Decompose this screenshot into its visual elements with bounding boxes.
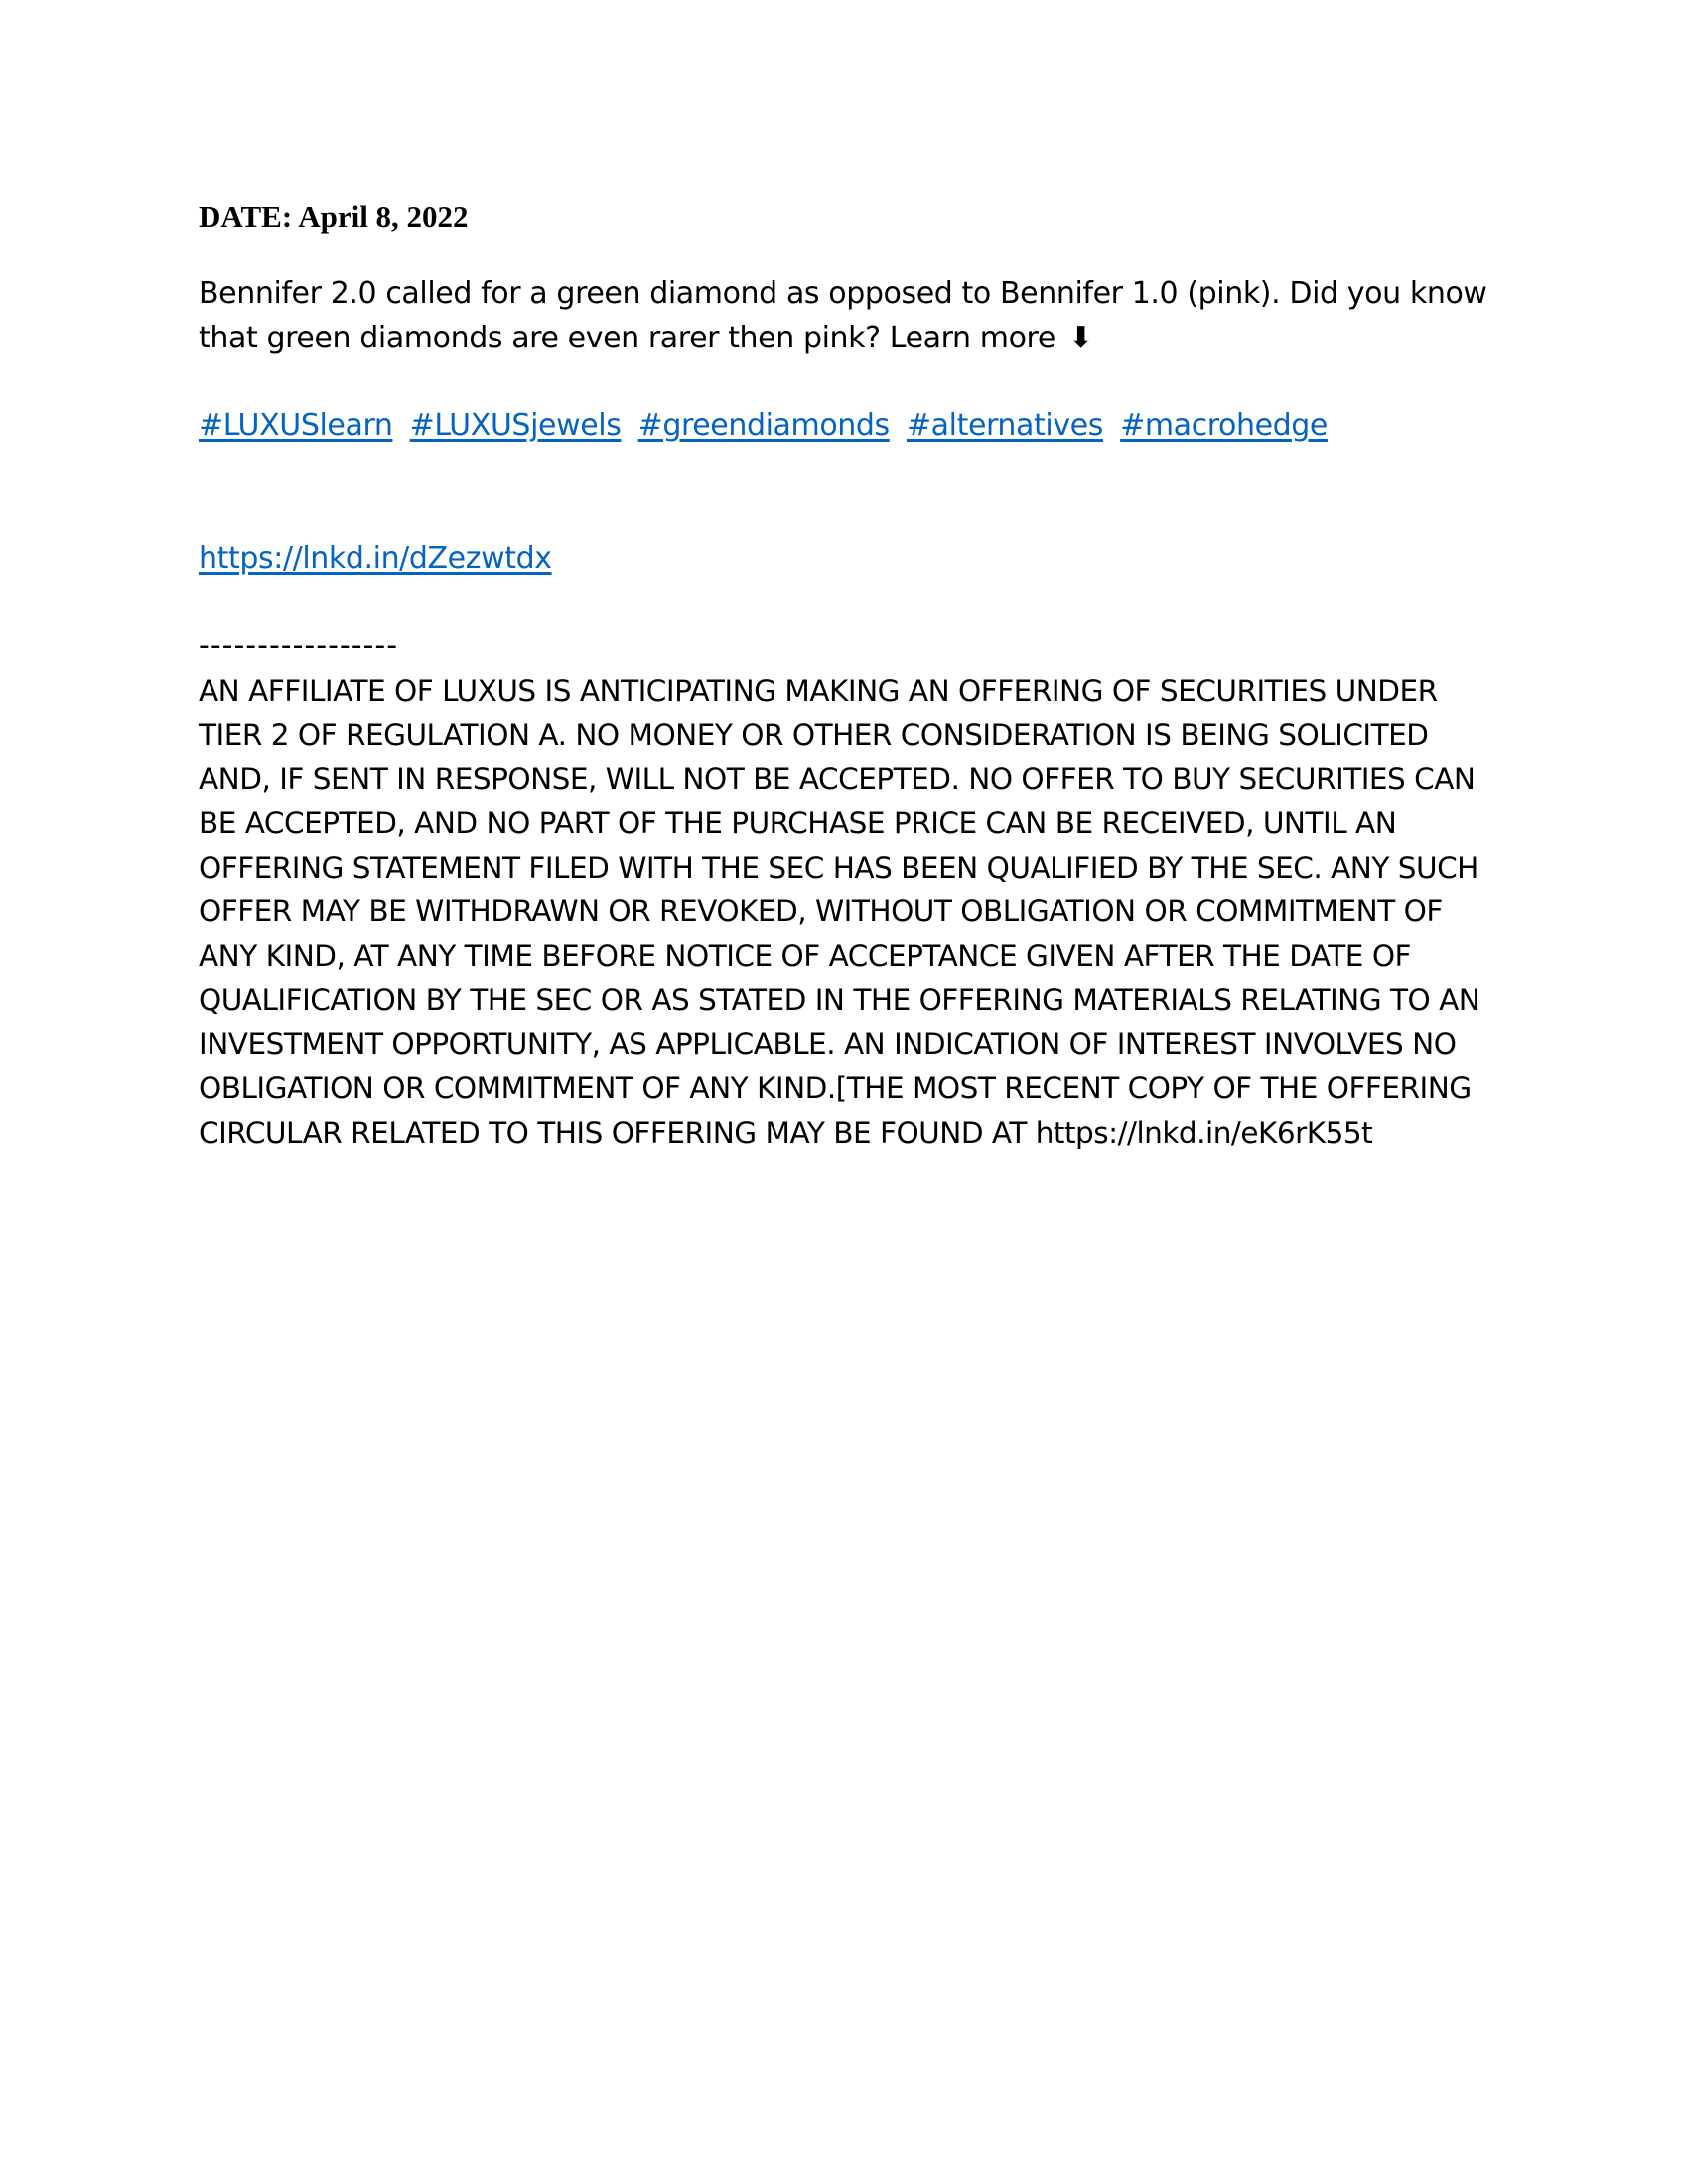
hashtag-link-alternatives[interactable]: #alternatives xyxy=(906,408,1103,443)
separator-line: ----------------- xyxy=(199,628,399,663)
intro-text: Bennifer 2.0 called for a green diamond as opposed to Bennifer 1.0 (pink). Did you know that green diamonds are even rarer then pink? Learn more xyxy=(199,276,1487,355)
down-arrow-icon: ⬇ xyxy=(1068,320,1093,355)
date-heading: DATE: April 8, 2022 xyxy=(199,200,469,234)
short-link[interactable]: https://lnkd.in/dZezwtdx xyxy=(199,540,552,576)
short-link-line xyxy=(199,537,1499,582)
hashtag-link-macrohedge[interactable]: #macrohedge xyxy=(1120,408,1328,443)
hashtag-link-greendiamonds[interactable]: #greendiamonds xyxy=(637,408,890,443)
securities-disclaimer: AN AFFILIATE OF LUXUS IS ANTICIPATING MAKING AN OFFERING OF SECURITIES UNDER TIER 2 OF REGULATION A. NO MONEY OR OTHER CONSIDERATION IS BEING SOLICITED AND, IF SENT IN RESPONSE, WILL NOT BE ACCEPTED. NO OFFER TO BUY SECURITIES CAN BE ACCEPTED, AND NO PART OF THE PURCHASE PRICE CAN BE RECEIVED, UNTIL AN OFFERING STATEMENT FILED WITH THE SEC HAS BEEN QUALIFIED BY THE SEC. ANY SUCH OFFER MAY BE WITHDRAWN OR REVOKED, WITHOUT OBLIGATION OR COMMITMENT OF ANY KIND, AT ANY TIME BEFORE NOTICE OF ACCEPTANCE GIVEN AFTER THE DATE OF QUALIFICATION BY THE SEC OR AS STATED IN THE OFFERING MATERIALS RELATING TO AN INVESTMENT OPPORTUNITY, AS APPLICABLE. AN INDICATION OF INTEREST INVOLVES NO OBLIGATION OR COMMITMENT OF ANY KIND.[THE MOST RECENT COPY OF THE OFFERING CIRCULAR RELATED TO THIS OFFERING MAY BE FOUND AT https://lnkd.in/eK6rK55t xyxy=(199,673,1480,1150)
hashtag-line xyxy=(199,404,1499,449)
hashtag-link-luxuslearn[interactable]: #LUXUSlearn xyxy=(199,408,393,443)
document-body xyxy=(199,195,1499,1155)
hashtag-link-luxusjewels[interactable]: #LUXUSjewels xyxy=(409,408,622,443)
intro-paragraph xyxy=(199,272,1499,360)
